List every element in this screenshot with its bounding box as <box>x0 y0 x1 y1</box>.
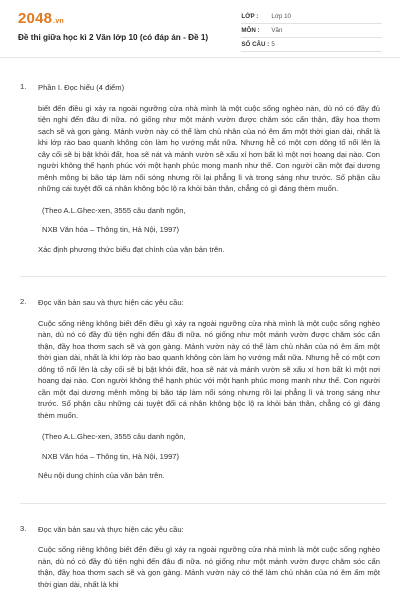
header-left <box>18 10 241 49</box>
question-number: 1. <box>20 82 27 91</box>
passage-source: (Theo A.L.Ghec-xen, 3555 câu danh ngôn, <box>42 432 186 441</box>
question-passage: biết đến điều gì xảy ra ngoài ngưỡng cửa nhà mình là một cuộc sống nghèo nàn, dù nó có đầy đủ tiện nghi đến đâu đi nữa. nó giống như một mảnh vườn được chăm sóc cẩn thận, đầy hoa thơm sạch sẽ và gọn gàng. Mảnh vườn này có thể làm chủ nhân của nó êm ấm một thời gian dài, nhất là khi lớp rào bao quanh không còn làm họ vướng mắt nữa. Nhưng hễ có một cơn dông tố nổi lên là cây cối sẽ bị bật khỏi đất, hoa sẽ nát và mảnh vườn sẽ xấu xí hơn bất kì một nơi hoang dại nào. Con người không thể hạnh phúc với một hạnh phúc mong manh như thế. Con người cần một đại dương mênh mông bị bão táp làm nổi sóng nhưng rồi lại phẳng lì và trong sáng như trước. Số phận cầu những cái tuyệt đối cá nhân không bộc lộ ra khỏi bản thân, chẳng có gì đáng thèm muốn. <box>38 103 380 193</box>
question-prompt: Nêu nội dung chính của văn bản trên. <box>38 471 165 480</box>
passage-publisher: NXB Văn hóa – Thông tin, Hà Nội, 1997) <box>42 225 180 234</box>
logo-suffix: .vn <box>53 18 64 25</box>
site-logo[interactable] <box>18 10 241 27</box>
question-divider <box>20 503 386 504</box>
header <box>0 0 400 58</box>
question-item <box>20 524 386 600</box>
meta-key: SỐ CÂU : <box>241 41 270 48</box>
question-heading: Đọc văn bản sau và thực hiện các yêu cầu: <box>38 298 184 307</box>
passage-source: (Theo A.L.Ghec-xen, 3555 câu danh ngôn, <box>42 205 186 215</box>
meta-row-subject <box>241 24 382 38</box>
meta-panel <box>241 10 382 49</box>
question-heading: Đọc văn bản sau và thực hiện các yêu cầu: <box>38 524 184 534</box>
meta-row-class <box>241 10 382 24</box>
meta-value: Văn <box>271 27 283 34</box>
question-body <box>38 524 386 600</box>
question-body <box>38 82 386 264</box>
meta-row-question-count <box>241 38 382 52</box>
meta-value: 5 <box>271 41 275 48</box>
meta-key: LỚP : <box>241 13 259 20</box>
passage-publisher: NXB Văn hóa – Thông tin, Hà Nội, 1997) <box>42 451 180 461</box>
question-passage: Cuộc sống riêng không biết đến điều gì xảy ra ngoài ngưỡng cửa nhà mình là một cuộc sống nghèo nàn, dù nó có đầy đủ tiện nghi đến đâu đi nữa. nó giống như một mảnh vườn được chăm sóc cẩn thận, đầy hoa thơm sạch sẽ và gọn gàng. Mảnh vườn này có thể làm chủ nhân của nó êm ấm một thời gian dài, nhất là khi <box>38 545 380 589</box>
question-item <box>20 82 386 264</box>
question-body <box>38 297 386 491</box>
question-prompt: Xác định phương thức biểu đạt chính của văn bản trên. <box>38 244 225 254</box>
question-number: 2. <box>20 297 27 306</box>
logo-text: 2048 <box>18 10 53 27</box>
question-heading: Phần I. Đọc hiểu (4 điểm) <box>38 83 125 92</box>
question-divider <box>20 276 386 277</box>
question-list <box>0 58 400 600</box>
question-number: 3. <box>20 523 27 533</box>
meta-value: Lớp 10 <box>271 13 291 20</box>
question-passage: Cuộc sống riêng không biết đến điều gì xảy ra ngoài ngưỡng cửa nhà mình là một cuộc sống nghèo nàn, dù nó có đầy đủ tiện nghi đến đâu đi nữa. nó giống như một mảnh vườn được chăm sóc cẩn thận, đầy hoa thơm sạch sẽ và gọn gàng. Mảnh vườn này có thể làm chủ nhân của nó êm ấm một thời gian dài, nhất là khi lớp rào bao quanh không còn làm họ vướng mắt nữa. Nhưng hễ có một cơn dông tố nổi lên là cây cối sẽ bị bật khỏi đất, hoa sẽ nát và mảnh vườn sẽ xấu xí hơn bất kì một nơi hoang dại nào. Con người không thể hạnh phúc với một hạnh phúc mong manh như thế. Con người cần một đại dương mênh mông bị bão táp làm nổi sóng nhưng rồi lại phẳng lì và trong sáng như trước. Số phận cầu những cái tuyệt đối cá nhân không bộc lộ ra khỏi bản thân, chẳng có gì đáng thèm muốn. <box>38 318 380 420</box>
document-title: Đề thi giữa học kì 2 Văn lớp 10 (có đáp án - Đề 1) <box>18 33 209 42</box>
meta-key: MÔN : <box>241 27 260 34</box>
question-item <box>20 297 386 491</box>
